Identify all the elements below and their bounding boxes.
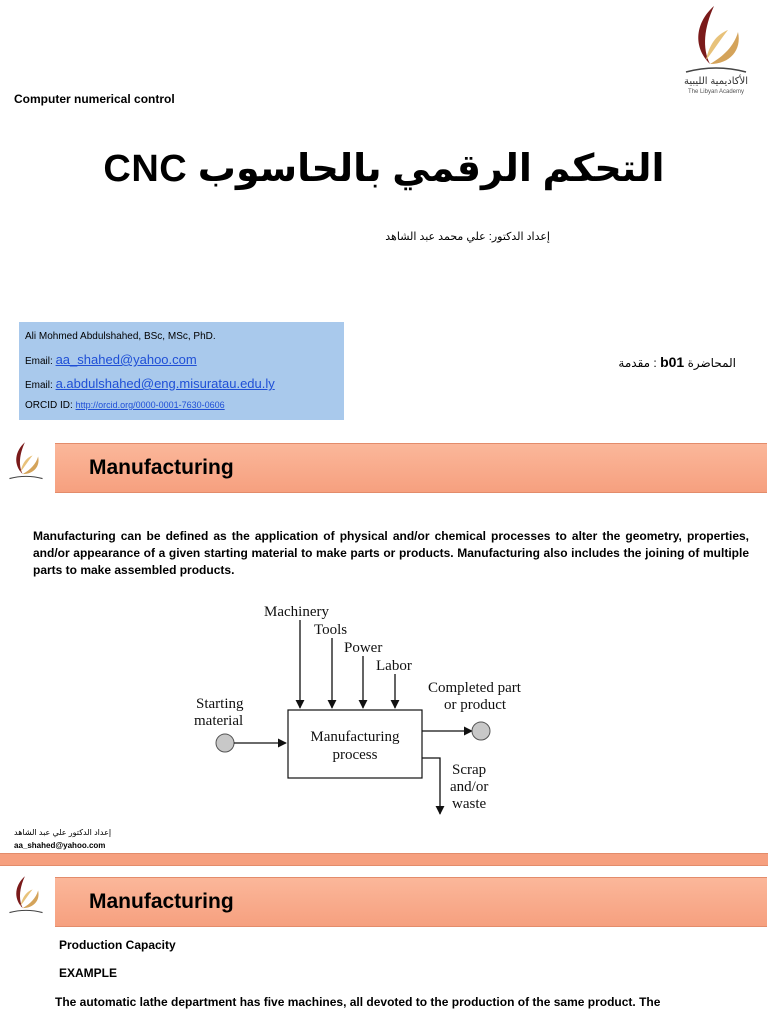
author-name: Ali Mohmed Abdulshahed, BSc, MSc, PhD. <box>25 331 216 342</box>
email-label: Email: <box>25 356 53 367</box>
input-label-machinery: Machinery <box>264 604 329 620</box>
email-link-2[interactable]: a.abdulshahed@eng.misuratau.edu.ly <box>55 376 275 391</box>
cover-title: التحكم الرقمي بالحاسوب CNC <box>103 148 665 190</box>
start-circle <box>216 734 234 752</box>
scrap-label-1: Scrap <box>452 762 487 778</box>
lecture-number: b01 <box>660 354 685 370</box>
slide1-logo <box>6 440 46 494</box>
slide-separator <box>0 853 768 866</box>
slide2-banner <box>55 877 767 927</box>
example-label: EXAMPLE <box>59 966 118 980</box>
arrow-scrap <box>422 758 440 814</box>
input-label-tools: Tools <box>314 622 348 638</box>
lecture-label-text: المحاضرة <box>687 356 736 370</box>
input-label-power: Power <box>344 640 383 656</box>
email-row-1 <box>25 348 344 372</box>
lecture-label <box>560 354 736 370</box>
example-body: The automatic lathe department has five machines, all devoted to the production of the same product. The <box>55 995 661 1009</box>
process-label-2: process <box>332 747 378 763</box>
output-circle <box>472 722 490 740</box>
email-row-2 <box>25 372 344 396</box>
orcid-label: ORCID ID: <box>25 400 73 411</box>
output-label-1: Completed part <box>428 680 521 696</box>
slide2-logo <box>6 874 46 928</box>
start-label-2: material <box>194 713 244 729</box>
slide1-footer-author: إعداد الدكتور علي عبد الشاهد <box>14 828 112 837</box>
email-link-1[interactable]: aa_shahed@yahoo.com <box>55 352 197 367</box>
slide1-banner <box>55 443 767 493</box>
scrap-label-2: and/or <box>450 779 489 795</box>
cover-subtitle: Computer numerical control <box>14 92 175 106</box>
manufacturing-definition: Manufacturing can be defined as the application of physical and/or chemical processes to alter the geometry, properties, and/or appearance of a given starting material to make parts or products. Manufacturing also includes the joining of multiple parts to make assembled products. <box>33 529 749 577</box>
logo-text-en: The Libyan Academy <box>687 89 745 95</box>
slide2-banner-title: Manufacturing <box>89 890 234 913</box>
output-label-2: or product <box>444 697 507 713</box>
author-info-box <box>19 322 344 420</box>
production-capacity-label: Production Capacity <box>59 938 176 952</box>
email-label: Email: <box>25 380 53 391</box>
orcid-row <box>25 396 344 414</box>
logo-text-ar: الأكاديمية الليبية <box>683 76 748 87</box>
lecture-topic: : مقدمة <box>618 356 657 370</box>
input-label-labor: Labor <box>376 658 412 674</box>
scrap-label-3: waste <box>452 796 487 812</box>
start-label-1: Starting <box>196 696 244 712</box>
process-label-1: Manufacturing <box>310 729 400 745</box>
slide1-footer-email: aa_shahed@yahoo.com <box>14 841 106 850</box>
orcid-link[interactable]: http://orcid.org/0000-0001-7630-0606 <box>75 400 225 410</box>
cover-author: إعداد الدكتور: علي محمد عبد الشاهد <box>385 231 550 243</box>
manufacturing-diagram <box>182 598 542 823</box>
slide1-banner-title: Manufacturing <box>89 456 234 479</box>
